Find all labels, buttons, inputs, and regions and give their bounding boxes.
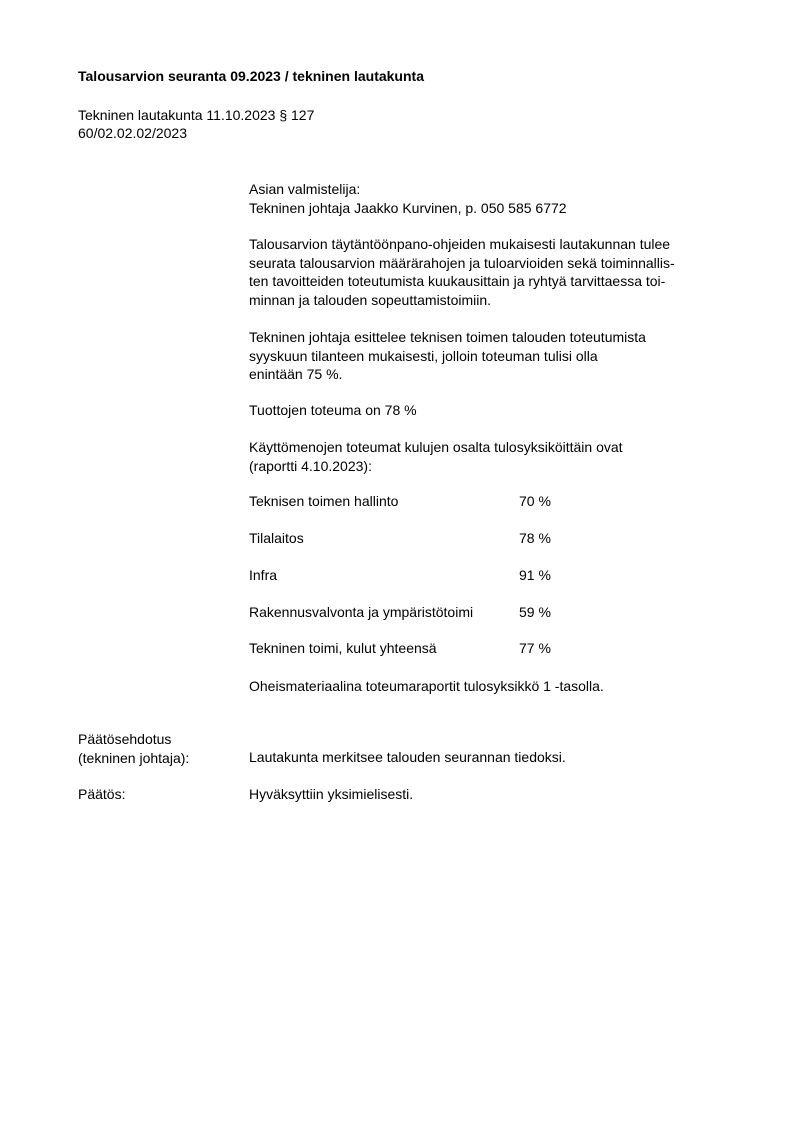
instructions-paragraph: [249, 235, 729, 309]
expense-unit: Rakennusvalvonta ja ympäristötoimi: [249, 604, 474, 620]
intro-paragraph: [249, 328, 729, 384]
expense-unit: Teknisen toimen hallinto: [249, 493, 399, 509]
paragraph-line: Talousarvion täytäntöönpano-ohjeiden mukaisesti lautakunnan tulee: [249, 236, 671, 252]
paragraph-line: (raportti 4.10.2023):: [249, 457, 372, 474]
record-number: 60/02.02.02/2023: [78, 125, 187, 141]
revenue-statement: Tuottojen toteuma on 78 %: [249, 402, 417, 418]
expense-value: 77 %: [519, 640, 551, 656]
expense-unit: Infra: [249, 567, 278, 583]
document-title: Talousarvion seuranta 09.2023 / tekninen lautakunta: [78, 68, 424, 84]
expenses-intro-paragraph: [249, 438, 729, 475]
expense-row: [249, 493, 649, 511]
paragraph-line: syyskuun tilanteen mukaisesti, jolloin toteuman tulisi olla: [249, 347, 598, 364]
expense-value: 59 %: [519, 604, 551, 620]
paragraph-line: Käyttömenojen toteumat kulujen osalta tulosyksiköittäin ovat: [249, 439, 623, 455]
proposal-label-line: (tekninen johtaja):: [78, 749, 190, 766]
expense-row: [249, 530, 649, 548]
decision-label: Päätös:: [78, 786, 126, 802]
attachments-note: Oheismateriaalina toteumaraportit tulosyksikkö 1 -tasolla.: [249, 678, 604, 694]
paragraph-line: minnan ja talouden sopeuttamistoimiin.: [249, 291, 492, 308]
paragraph-line: ten tavoitteiden toteutumista kuukausittain ja ryhtyä tarvittaessa toi-: [249, 273, 666, 289]
expense-unit: Tekninen toimi, kulut yhteensä: [249, 640, 437, 656]
expense-row: [249, 604, 649, 622]
meeting-line: Tekninen lautakunta 11.10.2023 § 127: [78, 107, 315, 123]
expense-row: [249, 567, 649, 585]
paragraph-line: seurata talousarvion määrärahojen ja tuloarvioiden sekä toiminnallis-: [249, 254, 675, 271]
expense-value: 70 %: [519, 493, 551, 509]
proposal-text: Lautakunta merkitsee talouden seurannan tiedoksi.: [249, 749, 566, 765]
preparer-label: Asian valmistelija:: [249, 181, 361, 197]
preparer-block: [249, 180, 729, 217]
decision-text: Hyväksyttiin yksimielisesti.: [249, 786, 414, 802]
expense-unit: Tilalaitos: [249, 530, 304, 546]
expense-row: [249, 640, 649, 658]
meeting-info: [78, 106, 314, 142]
expense-value: 78 %: [519, 530, 551, 546]
proposal-label-line: Päätösehdotus: [78, 731, 172, 747]
paragraph-line: Tekninen johtaja esittelee teknisen toimen talouden toteutumista: [249, 329, 646, 345]
expense-value: 91 %: [519, 567, 551, 583]
paragraph-line: enintään 75 %.: [249, 366, 343, 382]
proposal-label: [78, 730, 189, 767]
preparer-details: Tekninen johtaja Jaakko Kurvinen, p. 050 585 6772: [249, 199, 567, 216]
